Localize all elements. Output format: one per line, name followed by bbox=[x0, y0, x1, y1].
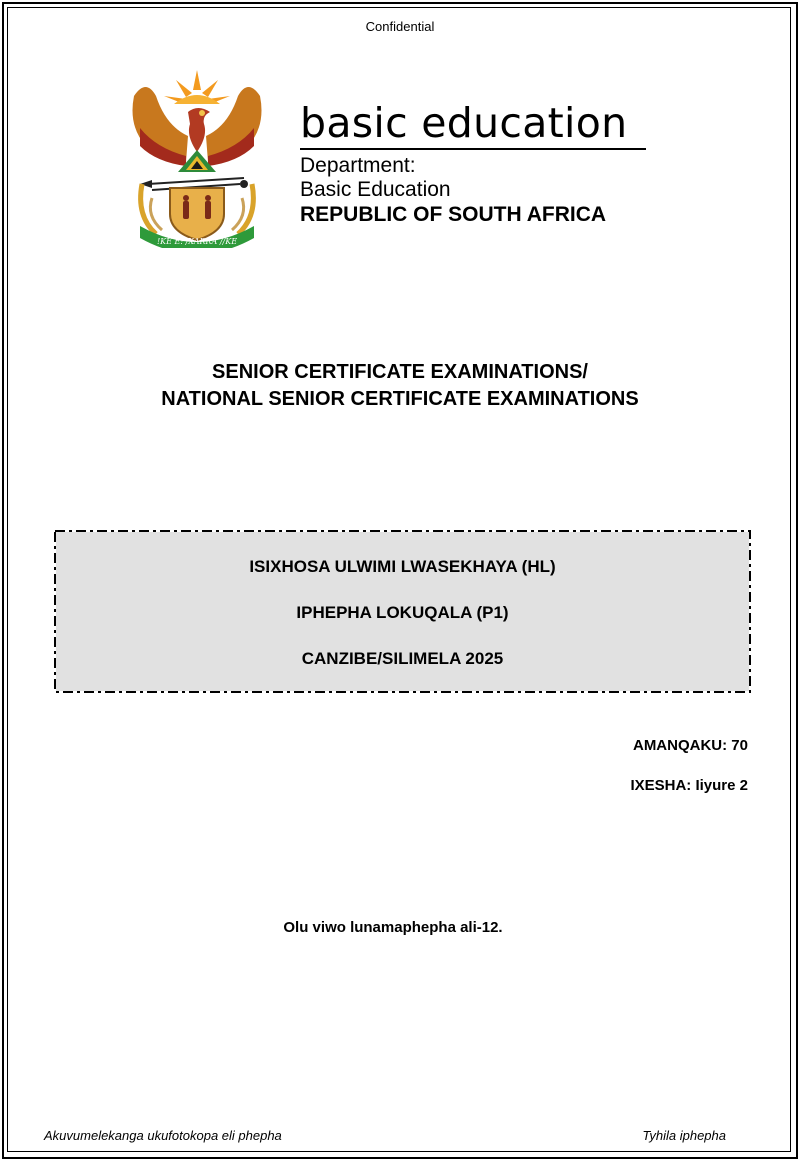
paper-subject: ISIXHOSA ULWIMI LWASEKHAYA (HL) bbox=[249, 557, 556, 576]
paper-session: CANZIBE/SILIMELA 2025 bbox=[301, 649, 504, 668]
department-brand bbox=[300, 98, 646, 228]
marks-total: AMANQAKU: 70 bbox=[632, 737, 748, 754]
footer-turn-page: Tyhila iphepha bbox=[642, 1128, 726, 1143]
department-label: Department: bbox=[300, 154, 416, 177]
paper-details-box bbox=[56, 532, 749, 691]
brand-title: basic education bbox=[300, 99, 628, 147]
exam-title-line-2: NATIONAL SENIOR CERTIFICATE EXAMINATIONS bbox=[161, 388, 639, 410]
brand-divider bbox=[300, 148, 646, 150]
department-name: Basic Education bbox=[300, 178, 451, 201]
exam-title bbox=[0, 359, 800, 413]
confidential-label: Confidential bbox=[365, 19, 435, 34]
paper-number: IPHEPHA LOKUQALA (P1) bbox=[296, 603, 509, 622]
svg-text:!KE E: /XARRA //KE: !KE E: /XARRA //KE bbox=[156, 237, 238, 246]
exam-duration: IXESHA: Iiyure 2 bbox=[630, 777, 748, 794]
pages-note: Olu viwo lunamaphepha ali-12. bbox=[283, 919, 503, 936]
exam-title-line-1: SENIOR CERTIFICATE EXAMINATIONS/ bbox=[212, 361, 588, 383]
country-name: REPUBLIC OF SOUTH AFRICA bbox=[300, 203, 607, 226]
footer-copy-notice: Akuvumelekanga ukufotokopa eli phepha bbox=[44, 1128, 282, 1143]
south-africa-coat-of-arms-icon bbox=[126, 66, 268, 248]
